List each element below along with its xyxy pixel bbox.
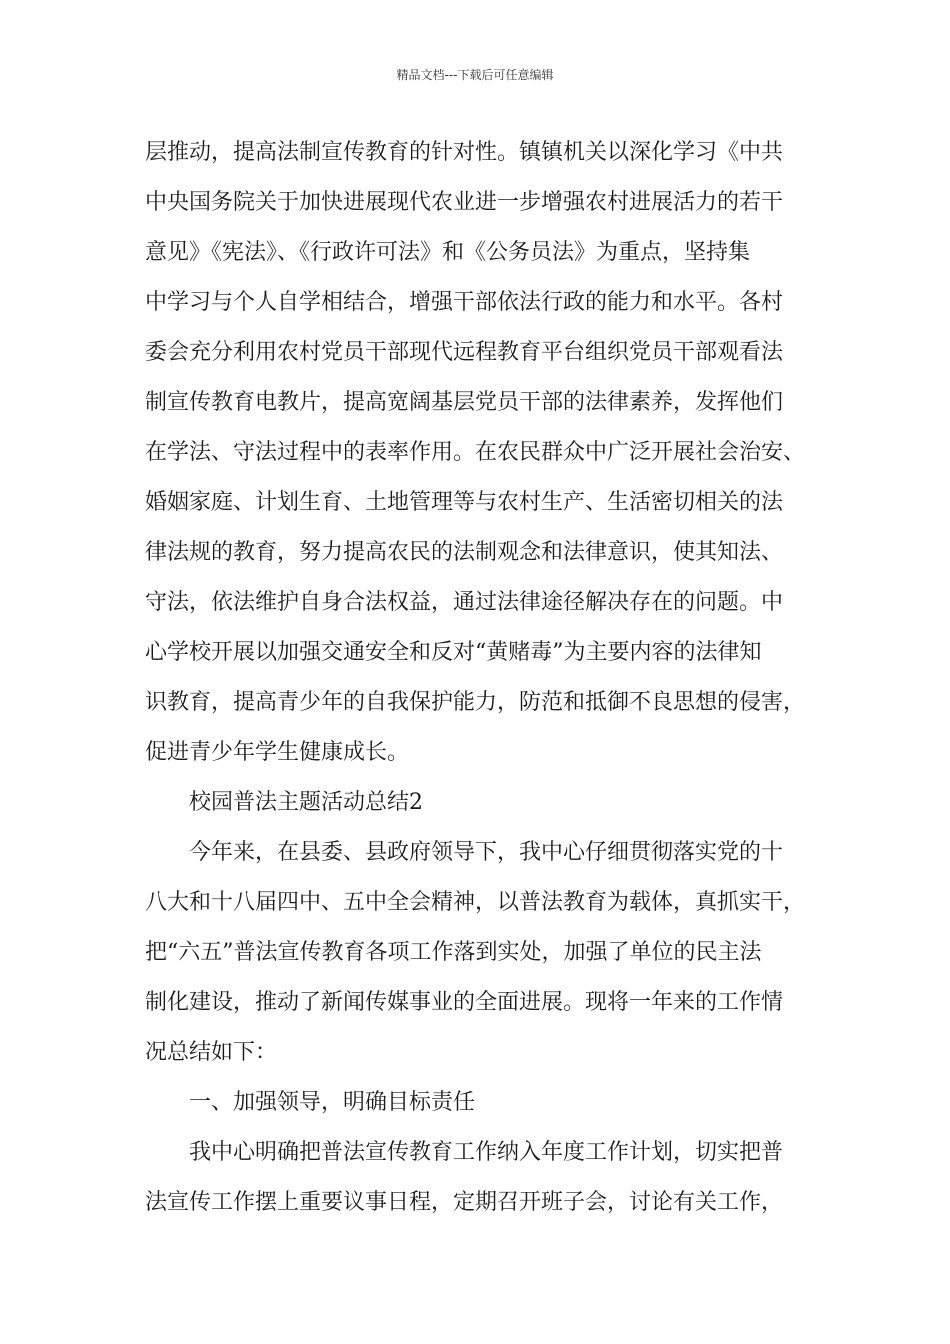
text-line: 委会充分利用农村党员干部现代远程教育平台组织党员干部观看法: [145, 340, 784, 365]
text-line: 中学习与个人自学相结合，增强干部依法行政的能力和水平。各村: [145, 290, 784, 315]
text-line: 在学法、守法过程中的表率作用。在农民群众中广泛开展社会治安、: [145, 440, 806, 465]
text-line: 层推动，提高法制宣传教育的针对性。镇镇机关以深化学习《中共: [145, 140, 784, 165]
text-line: 况总结如下：: [145, 1040, 278, 1065]
text-line: 律法规的教育，努力提高农民的法制观念和法律意识，使其知法、: [145, 540, 784, 565]
text-line: 意见》《宪法》、《行政许可法》和《公务员法》为重点，坚持集: [145, 240, 751, 265]
text-line: 法宣传工作摆上重要议事日程，定期召开班子会，讨论有关工作，: [145, 1190, 784, 1215]
document-body: [145, 128, 835, 1228]
text-line: 守法，依法维护自身合法权益，通过法律途径解决存在的问题。中: [145, 590, 784, 615]
text-line: 婚姻家庭、计划生育、土地管理等与农村生产、生活密切相关的法: [145, 490, 784, 515]
section-title: 校园普法主题活动总结2: [189, 790, 423, 815]
text-line: 我中心明确把普法宣传教育工作纳入年度工作计划，切实把普: [189, 1140, 784, 1165]
section-heading: 一、加强领导，明确目标责任: [189, 1090, 476, 1115]
page-header: 精品文档---下载后可任意编辑: [396, 68, 554, 82]
text-line: 制化建设，推动了新闻传媒事业的全面进展。现将一年来的工作情: [145, 990, 784, 1015]
text-line: 促进青少年学生健康成长。: [145, 740, 410, 765]
text-line: 中央国务院关于加快进展现代农业进一步增强农村进展活力的若干: [145, 190, 784, 215]
text-line: 心学校开展以加强交通安全和反对“黄赌毒”为主要内容的法律知: [145, 640, 762, 665]
text-line: 识教育，提高青少年的自我保护能力，防范和抵御不良思想的侵害，: [145, 690, 806, 715]
text-line: 今年来，在县委、县政府领导下，我中心仔细贯彻落实党的十: [189, 840, 784, 865]
text-line: 八大和十八届四中、五中全会精神，以普法教育为载体，真抓实干，: [145, 890, 806, 915]
text-line: 制宣传教育电教片，提高宽阔基层党员干部的法律素养，发挥他们: [145, 390, 784, 415]
text-line: 把“六五”普法宣传教育各项工作落到实处，加强了单位的民主法: [145, 940, 762, 965]
